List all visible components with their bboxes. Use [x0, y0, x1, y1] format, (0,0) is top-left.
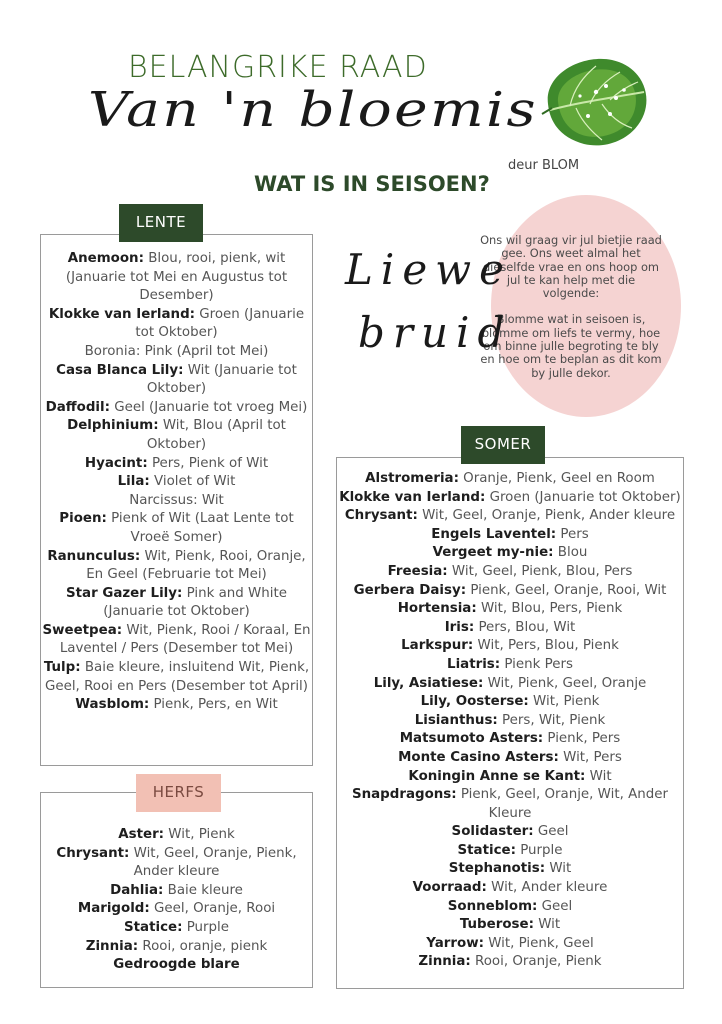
flower-name: Tuberose: [459, 917, 534, 933]
flower-name: Chrysant: [344, 508, 418, 524]
flower-colours: Pienk, Geel, Oranje, Rooi, Wit [466, 582, 667, 598]
list-item [40, 399, 313, 418]
flower-colours: Wit, Blou, Pers, Pienk [476, 601, 623, 617]
flower-name: Statice: [124, 919, 183, 935]
flower-name: Stephanotis: [448, 861, 546, 877]
flower-colours: Narcissus: Wit [129, 492, 224, 508]
list-item [336, 898, 684, 917]
flower-name: Tulp: [43, 660, 81, 676]
intro-paragraph-2: Blomme wat in seisoen is, blomme om liefs te vermy, hoe om binne julle begroting te bly en hoe om te beplan as dit kom by julle dekor. [480, 312, 662, 380]
monstera-leaf-icon [540, 52, 650, 152]
flower-name: Delphinium: [67, 418, 159, 434]
flower-colours: Wit [545, 861, 572, 877]
list-item [40, 343, 313, 362]
list-item [40, 306, 313, 343]
flower-name: Aster: [118, 827, 165, 842]
list-item [336, 507, 684, 526]
flower-name: Casa Blanca Lily: [56, 362, 184, 378]
flower-colours: Wit, Pienk, Rooi / Koraal, En Laventel / Pers (Desember tot Mei) [59, 622, 311, 657]
flower-name: Liatris: [447, 656, 501, 672]
lente-list [40, 250, 313, 715]
flower-name: Engels Laventel: [431, 526, 557, 542]
flower-name: Zinnia: [85, 938, 139, 954]
flower-colours: Wit, Geel, Pienk, Blou, Pers [447, 563, 633, 579]
flower-colours: Blou, rooi, pienk, wit (Januarie tot Mei en Augustus tot Desember) [65, 251, 288, 304]
list-item [336, 768, 684, 787]
list-item [40, 956, 313, 975]
flower-colours: Blou [553, 545, 588, 561]
flower-colours: Geel [537, 898, 573, 914]
flower-colours: Geel (Januarie tot vroeg Mei) [109, 399, 308, 415]
flower-colours: Purple [515, 842, 563, 858]
flower-colours: Violet of Wit [149, 474, 236, 490]
herfs-label: HERFS [136, 774, 221, 812]
flower-colours: Boronia: Pink (April tot Mei) [84, 343, 269, 359]
flower-colours: Groen (Januarie tot Oktober) [485, 489, 681, 505]
list-item [336, 526, 684, 545]
flower-name: Marigold: [77, 901, 150, 917]
flower-colours: Pers, Blou, Wit [474, 619, 576, 635]
flower-name: Hortensia: [397, 601, 477, 617]
flower-name: Lily, Asiatiese: [373, 675, 484, 691]
flower-name: Matsumoto Asters: [399, 731, 544, 747]
flower-name: Iris: [444, 619, 475, 635]
list-item [336, 693, 684, 712]
flower-colours: Wit, Geel, Oranje, Pienk, Ander kleure [129, 845, 297, 880]
list-item [336, 879, 684, 898]
flower-colours: Wit, Pers [558, 749, 622, 765]
byline: deur BLOM [508, 158, 580, 173]
list-item [336, 600, 684, 619]
script-bruid: bruid [358, 308, 513, 357]
flower-name: Koningin Anne se Kant: [408, 768, 586, 784]
flower-colours: Wit, Pienk, Geel [483, 935, 594, 951]
list-item [336, 935, 684, 954]
flower-colours: Wit, Blou (April tot Oktober) [146, 418, 286, 452]
flower-colours: Wit, Pienk, Geel, Oranje [483, 675, 647, 691]
flower-name: Lila: [117, 474, 150, 490]
flower-name: Sonneblom: [447, 898, 538, 914]
list-item [336, 786, 684, 823]
list-item [40, 362, 313, 399]
list-item [40, 900, 313, 919]
flower-name: Klokke van Ierland: [339, 489, 486, 505]
flower-name: Statice: [457, 842, 516, 858]
list-item [40, 622, 313, 659]
flower-name: Zinnia: [418, 954, 471, 970]
flower-colours: Rooi, Oranje, Pienk [470, 954, 602, 970]
flower-colours: Purple [182, 919, 229, 935]
script-liewe: Liewe [345, 245, 512, 294]
flower-colours: Pienk of Wit (Laat Lente tot Vroeë Somer) [106, 511, 294, 545]
flower-name: Pioen: [59, 511, 107, 527]
list-item [336, 953, 684, 972]
list-item [336, 544, 684, 563]
flower-name: Alstromeria: [365, 471, 459, 486]
flower-name: Chrysant: [56, 845, 130, 861]
flower-colours: Pers [556, 526, 589, 542]
flower-name: Lily, Oosterse: [420, 694, 529, 710]
flower-colours: Pienk, Pers [543, 731, 621, 747]
list-item [40, 696, 313, 715]
list-item [336, 730, 684, 749]
flower-colours: Pink and White (Januarie tot Oktober) [103, 585, 287, 620]
flower-name: Gerbera Daisy: [353, 582, 467, 598]
list-item [40, 659, 313, 696]
flower-name: Larkspur: [401, 638, 474, 654]
list-item [336, 860, 684, 879]
list-item [336, 823, 684, 842]
flower-colours: Wit, Pers, Blou, Pienk [473, 638, 619, 654]
list-item [40, 938, 313, 957]
flower-name: Ranunculus: [47, 548, 141, 564]
flower-name: Lisianthus: [414, 712, 498, 728]
flower-name: Anemoon: [67, 251, 144, 266]
list-item [336, 619, 684, 638]
flower-name: Hyacint: [84, 455, 148, 471]
flower-name: Vergeet my-nie: [432, 545, 554, 561]
flower-name: Wasblom: [75, 697, 150, 713]
list-item [336, 489, 684, 508]
list-item [40, 548, 313, 585]
intro-paragraph-1: Ons wil graag vir jul bietjie raad gee. Ons weet almal het dieselfde vrae en ons hoop om jul te kan help met die volgende: [480, 233, 662, 301]
flower-name: Voorraad: [412, 880, 487, 896]
list-item [40, 455, 313, 474]
flower-name: Freesia: [387, 563, 448, 579]
flower-colours: Wit, Ander kleure [486, 880, 608, 896]
list-item [336, 749, 684, 768]
flower-colours: Groen (Januarie tot Oktober) [135, 306, 305, 341]
flower-name: Yarrow: [426, 935, 484, 951]
list-item [336, 582, 684, 601]
flower-colours: Wit, Pienk [528, 694, 600, 710]
list-item [40, 492, 313, 511]
list-item [40, 845, 313, 882]
flower-colours: Wit, Pienk, Rooi, Oranje, En Geel (Februarie tot Mei) [86, 548, 306, 583]
flower-colours: Geel [533, 824, 569, 840]
lente-label: LENTE [119, 204, 203, 242]
flower-colours: Wit [585, 768, 612, 784]
flower-colours: Wit (Januarie tot Oktober) [146, 362, 297, 397]
list-item [336, 842, 684, 861]
list-item [40, 473, 313, 492]
herfs-list [40, 826, 313, 975]
flower-name: Sweetpea: [42, 622, 123, 638]
flower-colours: Pienk, Pers, en Wit [149, 697, 278, 713]
flower-name: Snapdragons: [351, 787, 457, 803]
flower-name: Solidaster: [451, 824, 534, 840]
flower-name: Daffodil: [45, 399, 110, 415]
flower-colours: Baie kleure [163, 882, 243, 898]
list-item [40, 882, 313, 901]
flower-colours: Wit [533, 917, 561, 933]
list-item [336, 470, 684, 489]
script-title: Van 'n bloemis [88, 82, 538, 138]
list-item [336, 712, 684, 731]
somer-label: SOMER [461, 426, 545, 464]
list-item [336, 637, 684, 656]
flower-colours: Pers, Pienk of Wit [147, 455, 269, 471]
flower-colours: Geel, Oranje, Rooi [149, 901, 276, 917]
flower-name: Gedroogde blare [113, 957, 240, 973]
flower-colours: Wit, Geel, Oranje, Pienk, Ander kleure [417, 508, 676, 524]
flower-colours: Baie kleure, insluitend Wit, Pienk, Geel, Rooi en Pers (Desember tot April) [44, 660, 310, 694]
list-item [336, 675, 684, 694]
list-item [40, 919, 313, 938]
flower-name: Dahlia: [110, 882, 164, 898]
list-item [40, 250, 313, 306]
subtitle: WAT IS IN SEISOEN? [254, 172, 490, 196]
somer-list [336, 470, 684, 972]
flower-name: Monte Casino Asters: [398, 749, 559, 765]
flower-colours: Pienk, Geel, Oranje, Wit, Ander Kleure [456, 787, 669, 821]
page-title: BELANGRIKE RAAD [128, 50, 428, 85]
list-item [336, 916, 684, 935]
list-item [40, 826, 313, 845]
flower-colours: Wit, Pienk [164, 827, 235, 842]
list-item [336, 656, 684, 675]
list-item [336, 563, 684, 582]
flower-name: Klokke van Ierland: [48, 306, 196, 322]
flower-colours: Pienk Pers [500, 656, 573, 672]
flower-colours: Oranje, Pienk, Geel en Room [458, 471, 655, 486]
list-item [40, 510, 313, 547]
list-item [40, 585, 313, 622]
list-item [40, 417, 313, 454]
flower-colours: Rooi, oranje, pienk [138, 938, 268, 954]
flower-name: Star Gazer Lily: [66, 585, 183, 601]
flower-colours: Pers, Wit, Pienk [497, 712, 606, 728]
